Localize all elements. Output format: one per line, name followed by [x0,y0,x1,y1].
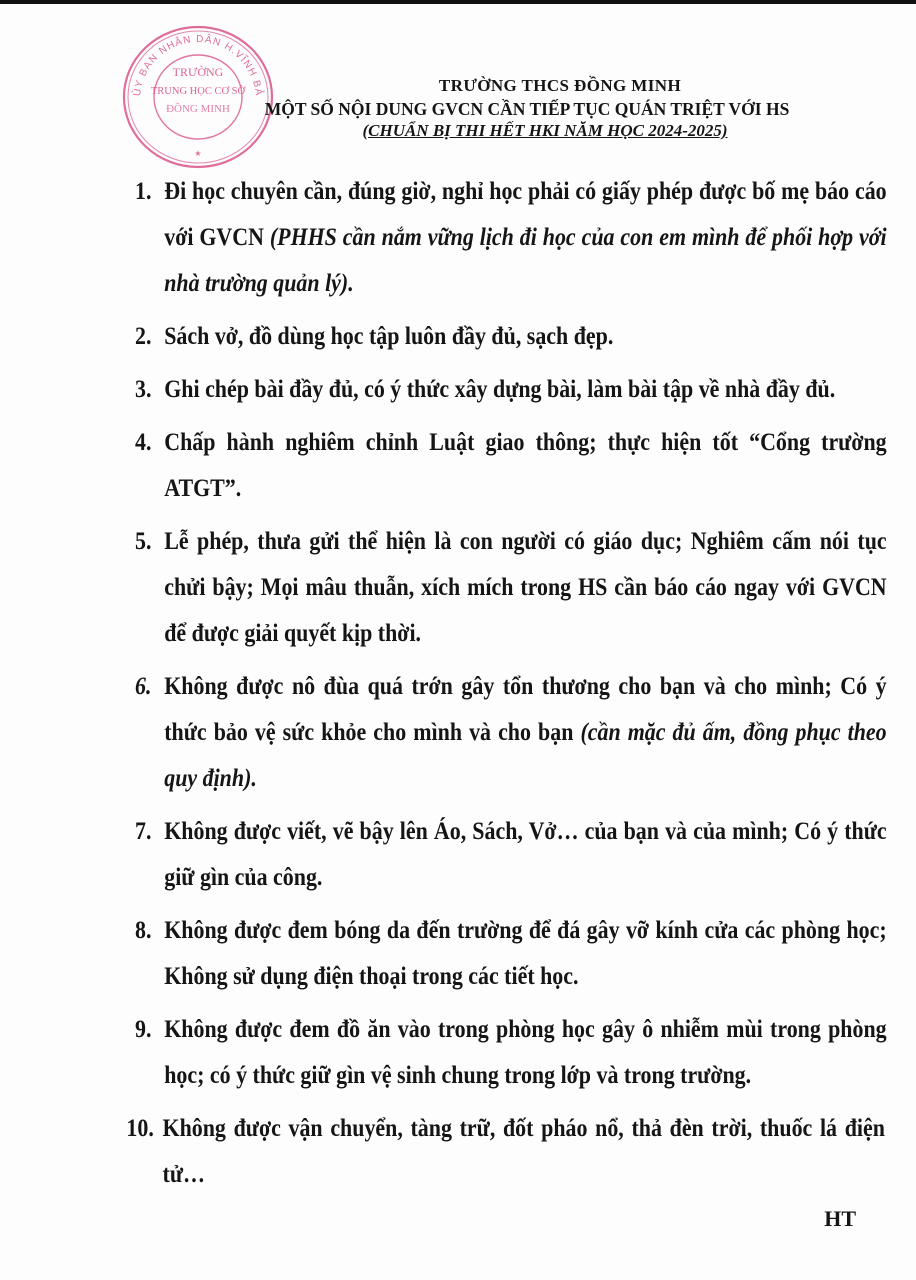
rule-item-7 [135,808,887,900]
svg-text:★: ★ [194,149,202,158]
item-number: 4. [135,427,152,456]
rule-item-9 [135,1006,887,1098]
item-number: 9. [135,1014,152,1043]
seal-outer-text: ỦY BAN NHÂN DÂN H.VĨNH BẢ [132,33,264,98]
rule-item-8 [135,907,887,999]
rule-item-5 [135,518,887,656]
seal-line-3: ĐỒNG MINH [166,103,230,115]
item-number: 7. [135,816,152,845]
document-header [230,74,830,142]
item-text: Không được đem đồ ăn vào trong phòng học gây ô nhiễm mùi trong phòng học; có ý thức giữ gìn vệ sinh chung trong lớp và trong trường. [164,1014,887,1089]
rule-item-4 [135,419,887,511]
seal-line-2: TRUNG HỌC CƠ SỞ [150,86,246,97]
rules-list [126,168,887,1204]
document-title: MỘT SỐ NỘI DUNG GVCN CẦN TIẾP TỤC QUÁN TRIỆT VỚI HS [264,99,790,119]
rule-item-3 [135,366,887,412]
item-number: 8. [135,915,152,944]
item-text: Ghi chép bài đầy đủ, có ý thức xây dựng bài, làm bài tập về nhà đầy đủ. [164,374,836,403]
rule-item-1 [135,168,887,306]
item-number: 10. [126,1113,154,1142]
item-text: Lễ phép, thưa gửi thể hiện là con người có giáo dục; Nghiêm cấm nói tục chửi bậy; Mọi mâu thuẫn, xích mích trong HS cần báo cáo ngay với GVCN để được giải quyết kịp thời. [164,526,887,647]
item-text: Chấp hành nghiêm chỉnh Luật giao thông; thực hiện tốt “Cổng trường ATGT”. [164,427,887,502]
item-text: Sách vở, đồ dùng học tập luôn đầy đủ, sạch đẹp. [164,321,614,350]
item-text: Không được đem bóng da đến trường để đá gây vỡ kính cửa các phòng học; Không sử dụng điện thoại trong các tiết học. [164,915,887,990]
signoff-initials: HT [824,1206,856,1231]
school-name: TRƯỜNG THCS ĐỒNG MINH [438,76,682,95]
item-number: 3. [135,374,152,403]
item-note: (PHHS cần nắm vững lịch đi học của con em mình để phối hợp với nhà trường quản lý). [164,222,887,297]
item-number: 1. [135,176,152,205]
seal-line-1: TRƯỜNG [172,65,224,79]
item-text: Không được vận chuyển, tàng trữ, đốt pháo nổ, thả đèn trời, thuốc lá điện tử… [162,1113,885,1188]
item-text: Không được viết, vẽ bậy lên Áo, Sách, Vở… của bạn và của mình; Có ý thức giữ gìn của công. [164,816,887,891]
item-text: Đi học chuyên cần, đúng giờ, nghỉ học phải có giấy phép được bố mẹ báo cáo với GVCN [164,176,887,251]
item-number: 2. [135,321,152,350]
rule-item-10 [126,1105,885,1197]
rule-item-6 [135,663,887,801]
item-number: 5. [135,526,152,555]
item-text: Không được nô đùa quá trớn gây tổn thương cho bạn và cho mình; Có ý thức bảo vệ sức khỏe cho mình và cho bạn [164,671,887,746]
item-number: 6. [135,671,152,700]
item-note: (cần mặc đủ ấm, đồng phục theo quy định). [164,717,887,792]
document-subtitle: (CHUẨN BỊ THI HẾT HKI NĂM HỌC 2024-2025) [362,121,728,140]
rule-item-2 [135,313,887,359]
